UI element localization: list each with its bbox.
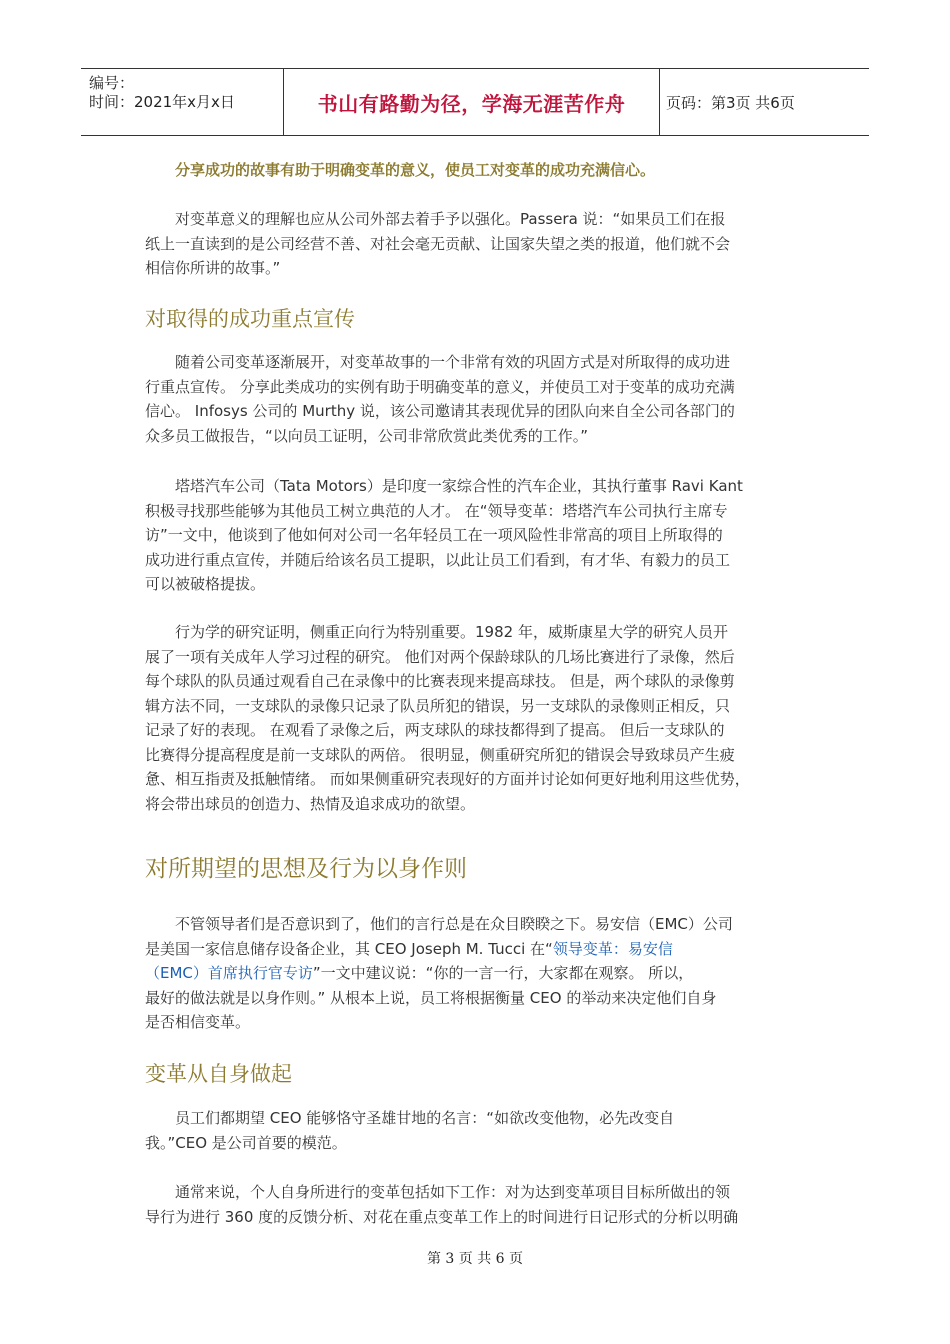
page-header — [81, 68, 869, 136]
section1-paragraph-3: 行为学的研究证明，侧重正向行为特别重要。1982 年，威斯康星大学的研究人员开 展了一项有关成年人学习过程的研究。 他们对两个保龄球队的几场比赛进行了录像，然后 每个球队的队员通过观看自己在录像中的比赛表现来提高球技。 但是，两个球队的录像剪 辑方法不同，一支球队的录像只记录了队员所犯的错误，另一支球队的录像则正相反，只 记录了好的表现。 在观看了录像之后，两支球队的球技都得到了提高。 但后一支球队的 比赛得分提高程度是前一支球队的两倍。 很明显，侧重研究所犯的错误会导致球员产生疲 惫、相互指责及抵触情绪。 而如果侧重研究表现好的方面并讨论如何更好地利用这些优势， 将会带出球员的创造力、热情及追求成功的欲望。 — [145, 623, 750, 813]
header-motto: 书山有路勤为径，学海无涯苦作舟 — [317, 91, 626, 116]
interview-link-cont[interactable]: （EMC）首席执行官专访 — [145, 964, 313, 982]
section-heading-success: 对取得的成功重点宣传 — [145, 307, 355, 331]
document-time-label: 时间：2021年x月x日 — [89, 93, 235, 111]
header-left-cell — [81, 69, 284, 135]
section3-paragraph-1: 员工们都期望 CEO 能够恪守圣雄甘地的名言：“如欲改变他物，必先改变自 我。”CEO 是公司首要的模范。 — [145, 1109, 675, 1152]
section-heading-self-change: 变革从自身做起 — [145, 1062, 292, 1086]
section1-paragraph-1: 随着公司变革逐渐展开，对变革故事的一个非常有效的巩固方式是对所取得的成功进 行重点宣传。 分享此类成功的实例有助于明确变革的意义，并使员工对于变革的成功充满 信心。 Infosys 公司的 Murthy 说，该公司邀请其表现优异的团队向来自全公司各部门的 众多员工做报告，“以向员工证明，公司非常欣赏此类优秀的工作。” — [145, 353, 735, 445]
intro-paragraph: 对变革意义的理解也应从公司外部去着手予以强化。Passera 说：“如果员工们在报 纸上一直读到的是公司经营不善、对社会毫无贡献、让国家失望之类的报道，他们就不会 相信你所讲的故事。” — [145, 210, 731, 277]
header-motto-cell — [284, 69, 660, 135]
section-heading-role-model: 对所期望的思想及行为以身作则 — [145, 856, 467, 882]
header-page-cell — [660, 69, 869, 135]
section3-paragraph-2: 通常来说，个人自身所进行的变革包括如下工作：对为达到变革项目目标所做出的领 导行为进行 360 度的反馈分析、对花在重点变革工作上的时间进行日记形式的分析以明确 — [145, 1183, 739, 1226]
interview-link[interactable]: 领导变革：易安信 — [552, 939, 673, 958]
document-number-label: 编号： — [89, 74, 135, 92]
section1-paragraph-2: 塔塔汽车公司（Tata Motors）是印度一家综合性的汽车企业，其执行董事 Ravi Kant 积极寻找那些能够为其他员工树立典范的人才。 在“领导变革：塔塔汽车公司执行主席专 访”一文中，他谈到了他如何对公司一名年轻员工在一项风险性非常高的项目上所取得的 成功进行重点宣传，并随后给该名员工提职，以此让员工们看到，有才华、有毅力的员工 可以被破格提拔。 — [145, 477, 743, 593]
page-footer: 第 3 页 共 6 页 — [426, 1251, 524, 1267]
header-page-number: 页码：第3页 共6页 — [666, 93, 795, 112]
section2-paragraph-1: 不管领导者们是否意识到了，他们的言行总是在众目睽睽之下。易安信（EMC）公司 是美国一家信息储存设备企业，其 CEO Joseph M. Tucci 在“领导变革：易安信 （EMC）首席执行官专访”一文中建议说：“你的一言一行，大家都在观察。 所以， 最好的做法就是以身作则。” 从根本上说，员工将根据衡量 CEO 的举动来决定他们自身 是否相信变革。 — [145, 915, 733, 1031]
intro-summary: 分享成功的故事有助于明确变革的意义，使员工对变革的成功充满信心。 — [175, 161, 656, 179]
